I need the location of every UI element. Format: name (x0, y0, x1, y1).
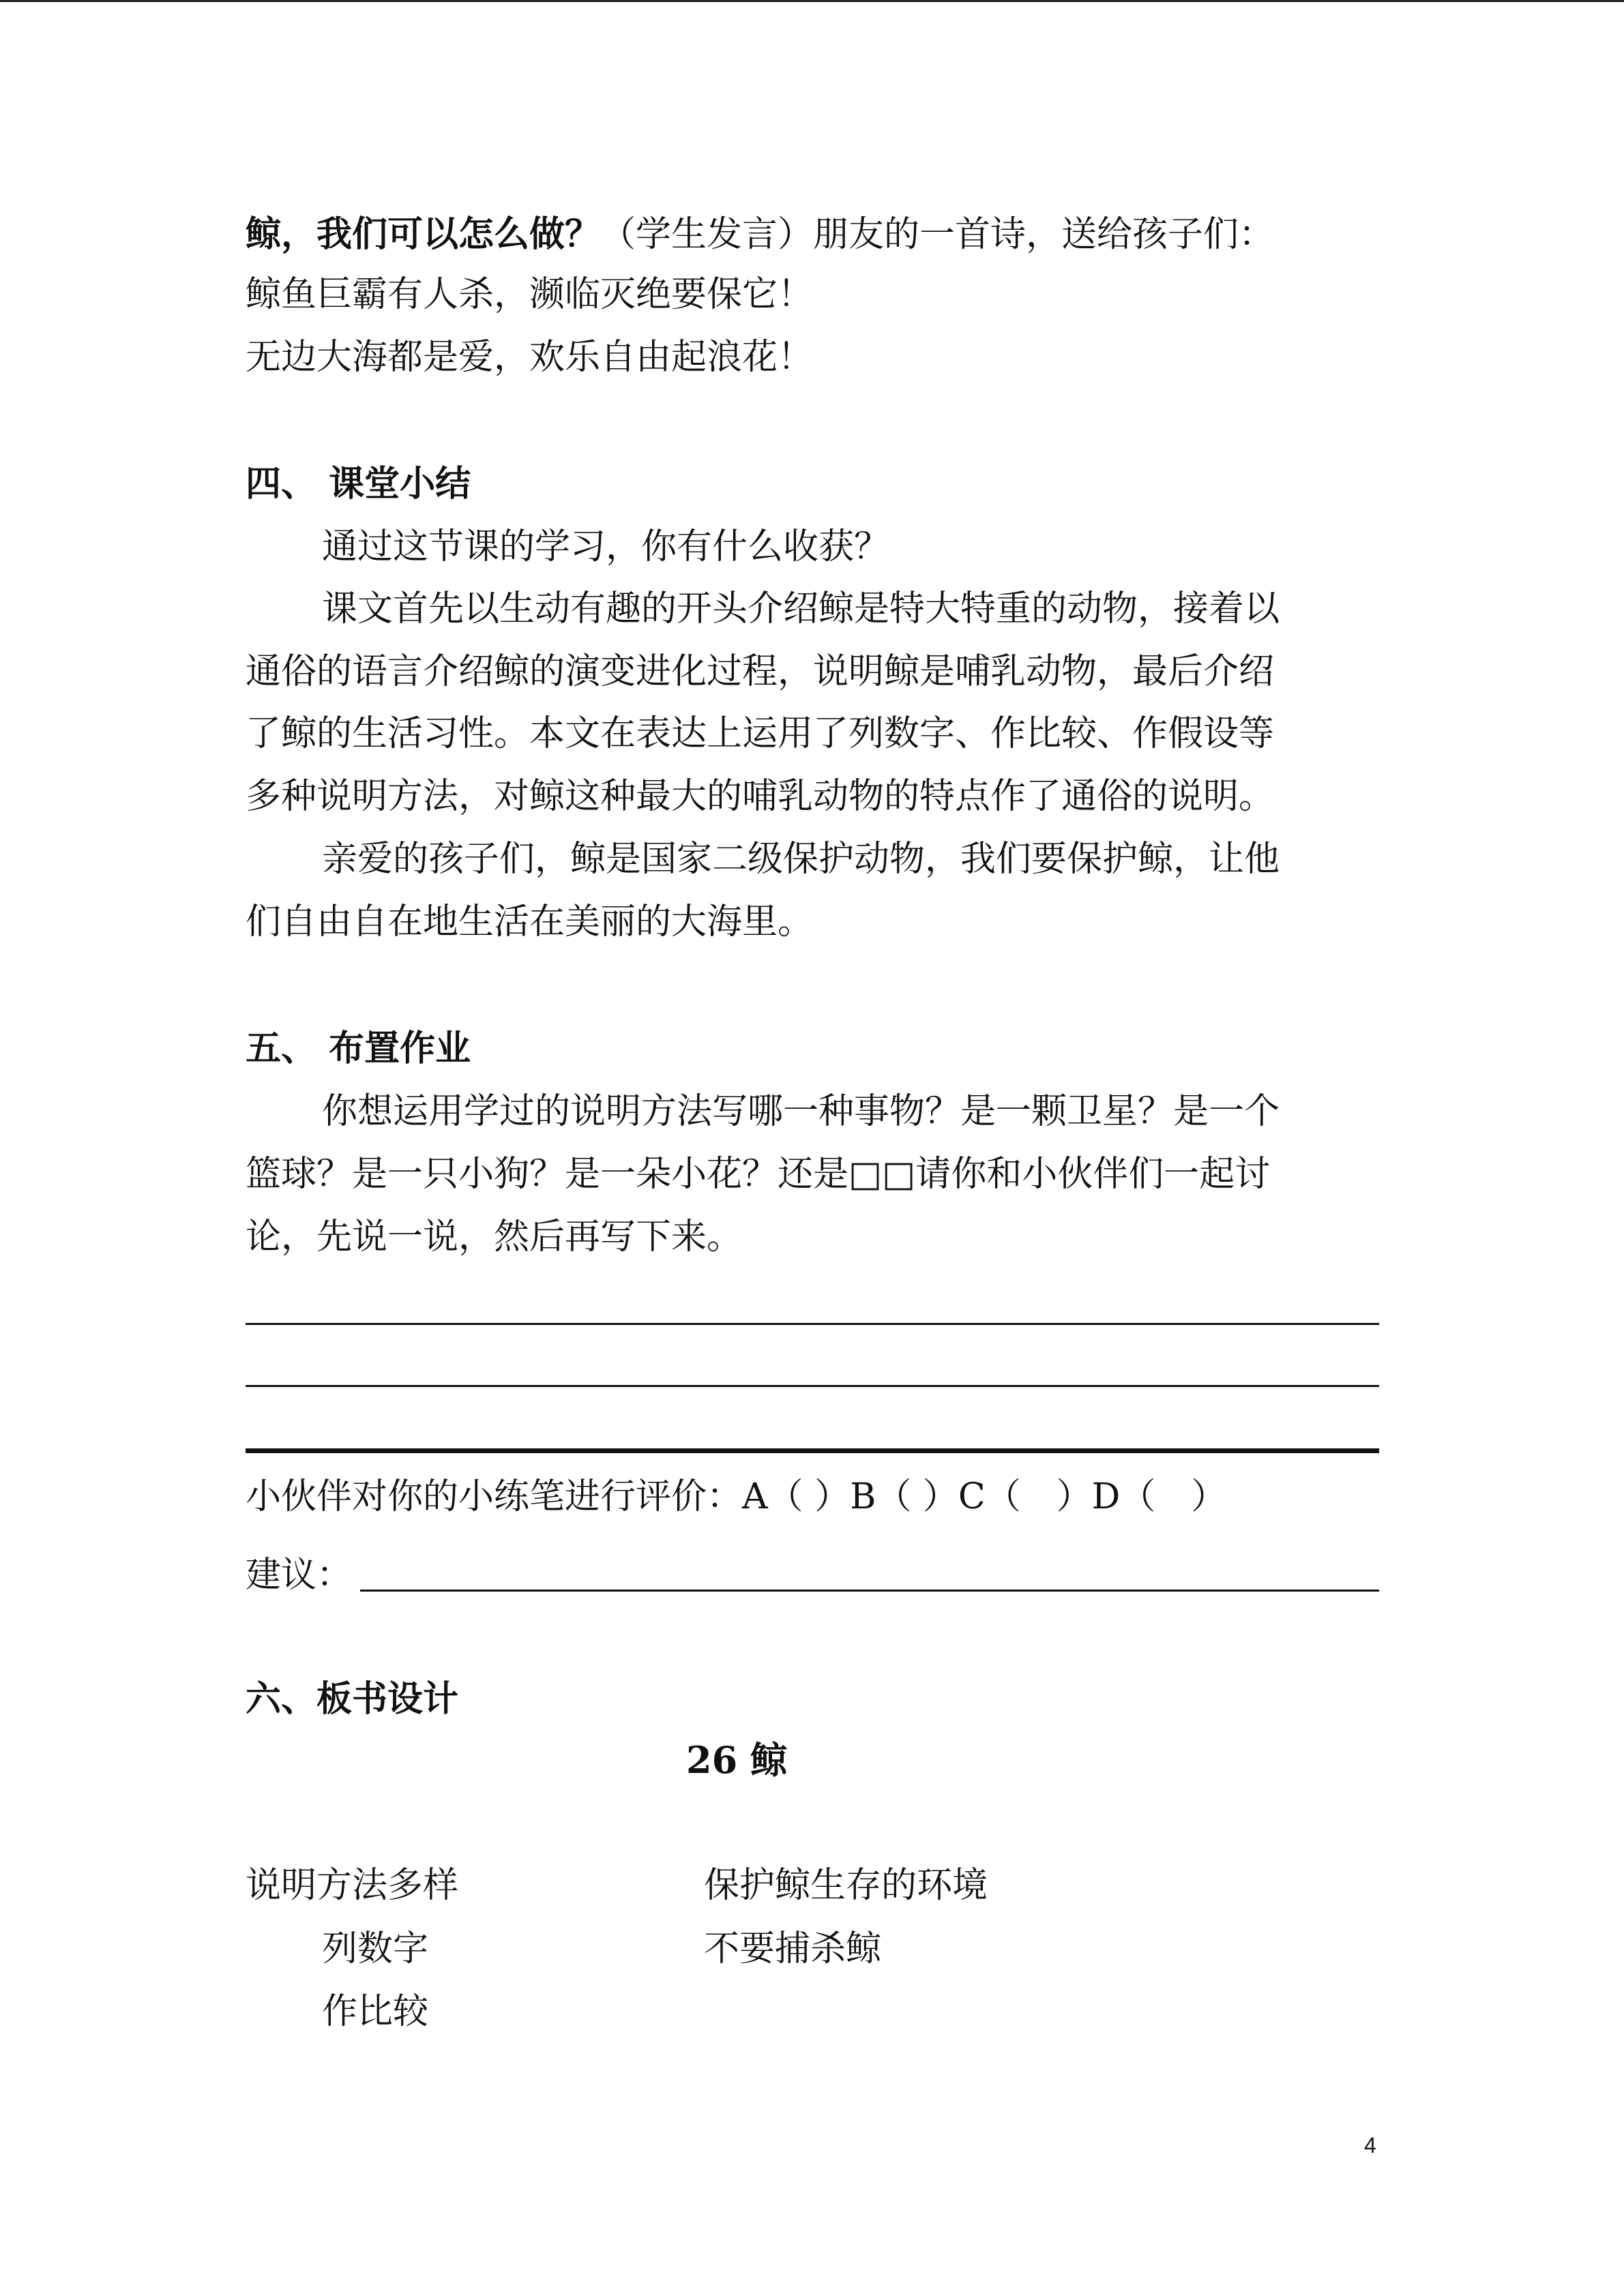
section-4-heading: 四、 课堂小结 (246, 463, 471, 505)
evaluation-line: 小伙伴对你的小练笔进行评价：A（ ）B（ ）C（ ）D（ ） (246, 1476, 1227, 1517)
homework-line: 你想运用学过的说明方法写哪一种事物？是一颗卫星？是一个 (322, 1091, 1280, 1132)
board-left-title: 说明方法多样 (246, 1865, 459, 1906)
summary-question: 通过这节课的学习，你有什么收获？ (322, 526, 890, 567)
board-left-item: 作比较 (322, 1991, 429, 2032)
summary-paragraph-line: 多种说明方法，对鲸这种最大的哺乳动物的特点作了通俗的说明。 (246, 776, 1275, 817)
protection-paragraph-line: 们自由自在地生活在美丽的大海里。 (246, 901, 814, 942)
intro-line (246, 214, 1274, 255)
intro-bold-question: 鲸，我们可以怎么做？ (246, 213, 601, 255)
poem-line-1: 鲸鱼巨霸有人杀，濒临灭绝要保它！ (246, 274, 814, 315)
writing-line-2[interactable] (246, 1385, 1379, 1387)
board-right-item: 不要捕杀鲸 (704, 1928, 882, 1969)
suggestion-input-line[interactable] (360, 1590, 1379, 1592)
board-left-item: 列数字 (322, 1928, 429, 1969)
writing-line-1[interactable] (246, 1323, 1379, 1325)
protection-paragraph-line: 亲爱的孩子们，鲸是国家二级保护动物，我们要保护鲸，让他 (322, 839, 1280, 880)
writing-line-3[interactable] (246, 1448, 1379, 1453)
poem-line-2: 无边大海都是爱，欢乐自由起浪花！ (246, 337, 814, 378)
homework-line: 论，先说一说，然后再写下来。 (246, 1217, 743, 1257)
summary-paragraph-line: 通俗的语言介绍鲸的演变进化过程，说明鲸是哺乳动物，最后介绍 (246, 651, 1275, 692)
page-number: 4 (1364, 2133, 1376, 2158)
suggestion-label: 建议： (246, 1555, 353, 1596)
page-top-border (0, 0, 1624, 2)
section-5-heading: 五、 布置作业 (246, 1028, 471, 1069)
homework-line: 篮球？是一只小狗？是一朵小花？还是□□请你和小伙伴们一起讨 (246, 1154, 1271, 1195)
board-title: 26 鲸 (686, 1738, 787, 1782)
intro-line-rest: （学生发言）朋友的一首诗，送给孩子们： (600, 214, 1275, 255)
summary-paragraph-line: 了鲸的生活习性。本文在表达上运用了列数字、作比较、作假设等 (246, 713, 1275, 754)
section-6-heading: 六、板书设计 (246, 1678, 459, 1720)
board-right-title: 保护鲸生存的环境 (704, 1865, 988, 1906)
summary-paragraph-line: 课文首先以生动有趣的开头介绍鲸是特大特重的动物，接着以 (322, 588, 1280, 629)
